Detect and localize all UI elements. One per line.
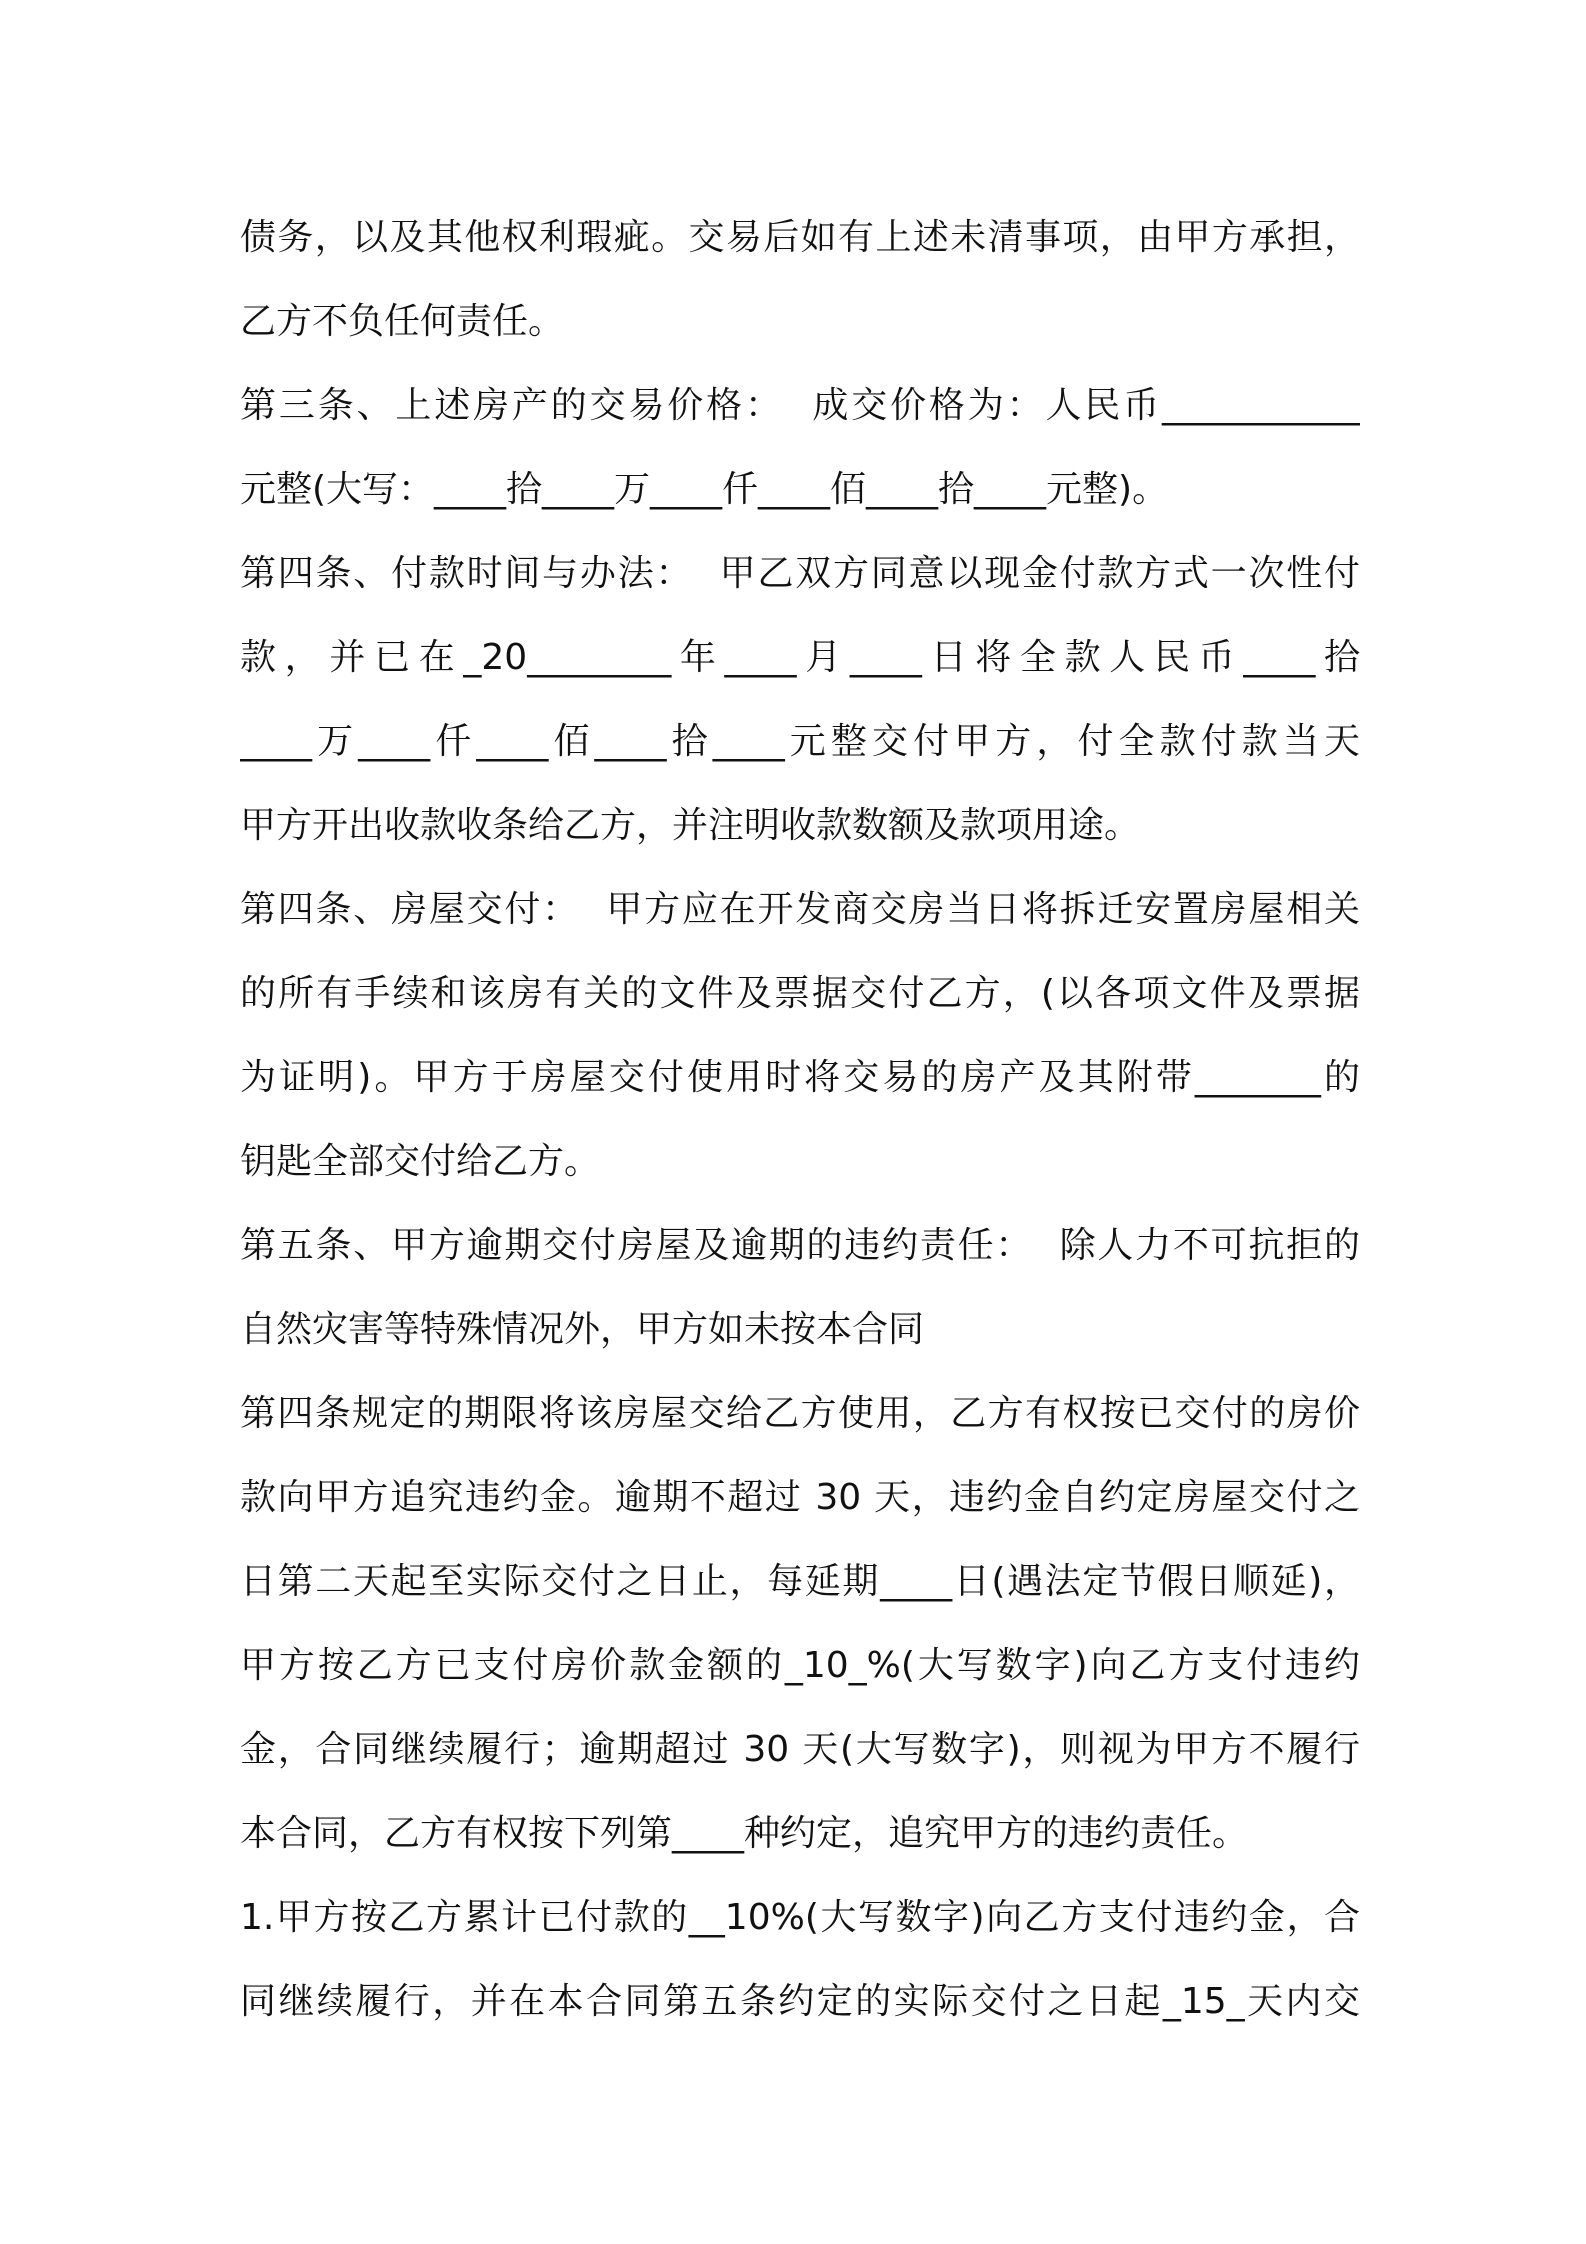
text-line: 第三条、上述房产的交易价格： 成交价格为：人民币___________ <box>240 385 1360 426</box>
text-line: 第四条规定的期限将该房屋交给乙方使用，乙方有权按已交付的房价 <box>240 1393 1360 1434</box>
text-line: 元整(大写：____拾____万____仟____佰____拾____元整)。 <box>240 469 1169 510</box>
text-line: 第五条、甲方逾期交付房屋及逾期的违约责任： 除人力不可抗拒的 <box>240 1225 1360 1266</box>
text-line: 日第二天起至实际交付之日止，每延期____日(遇法定节假日顺延)， <box>240 1561 1360 1602</box>
text-line: 1.甲方按乙方累计已付款的__10%(大写数字)向乙方支付违约金，合 <box>240 1897 1360 1938</box>
text-line: 本合同，乙方有权按下列第____种约定，追究甲方的违约责任。 <box>240 1813 1249 1854</box>
text-line: 自然灾害等特殊情况外，甲方如未按本合同 <box>240 1309 925 1350</box>
text-line: 的所有手续和该房有关的文件及票据交付乙方，(以各项文件及票据 <box>240 973 1360 1014</box>
text-line: 款，并已在_20________年____月____日将全款人民币____拾 <box>240 637 1360 678</box>
text-line: 款向甲方追究违约金。逾期不超过 30 天，违约金自约定房屋交付之 <box>240 1477 1360 1518</box>
text-line: 钥匙全部交付给乙方。 <box>240 1141 601 1182</box>
text-line: 第四条、房屋交付： 甲方应在开发商交房当日将拆迁安置房屋相关 <box>240 889 1360 930</box>
text-line: 同继续履行，并在本合同第五条约定的实际交付之日起_15_天内交 <box>240 1981 1360 2022</box>
contract-body <box>240 196 1360 2044</box>
text-line: 甲方开出收款收条给乙方，并注明收款数额及款项用途。 <box>240 805 1141 846</box>
text-line: 甲方按乙方已支付房价款金额的_10_%(大写数字)向乙方支付违约 <box>240 1645 1360 1686</box>
text-line: 债务，以及其他权利瑕疵。交易后如有上述未清事项，由甲方承担， <box>240 217 1360 258</box>
text-line: 为证明)。甲方于房屋交付使用时将交易的房产及其附带_______的 <box>240 1057 1360 1098</box>
text-line: 第四条、付款时间与办法： 甲乙双方同意以现金付款方式一次性付 <box>240 553 1360 594</box>
text-line: ____万____仟____佰____拾____元整交付甲方，付全款付款当天 <box>240 721 1360 762</box>
text-line: 乙方不负任何责任。 <box>240 301 565 342</box>
text-line: 金，合同继续履行；逾期超过 30 天(大写数字)，则视为甲方不履行 <box>240 1729 1360 1770</box>
